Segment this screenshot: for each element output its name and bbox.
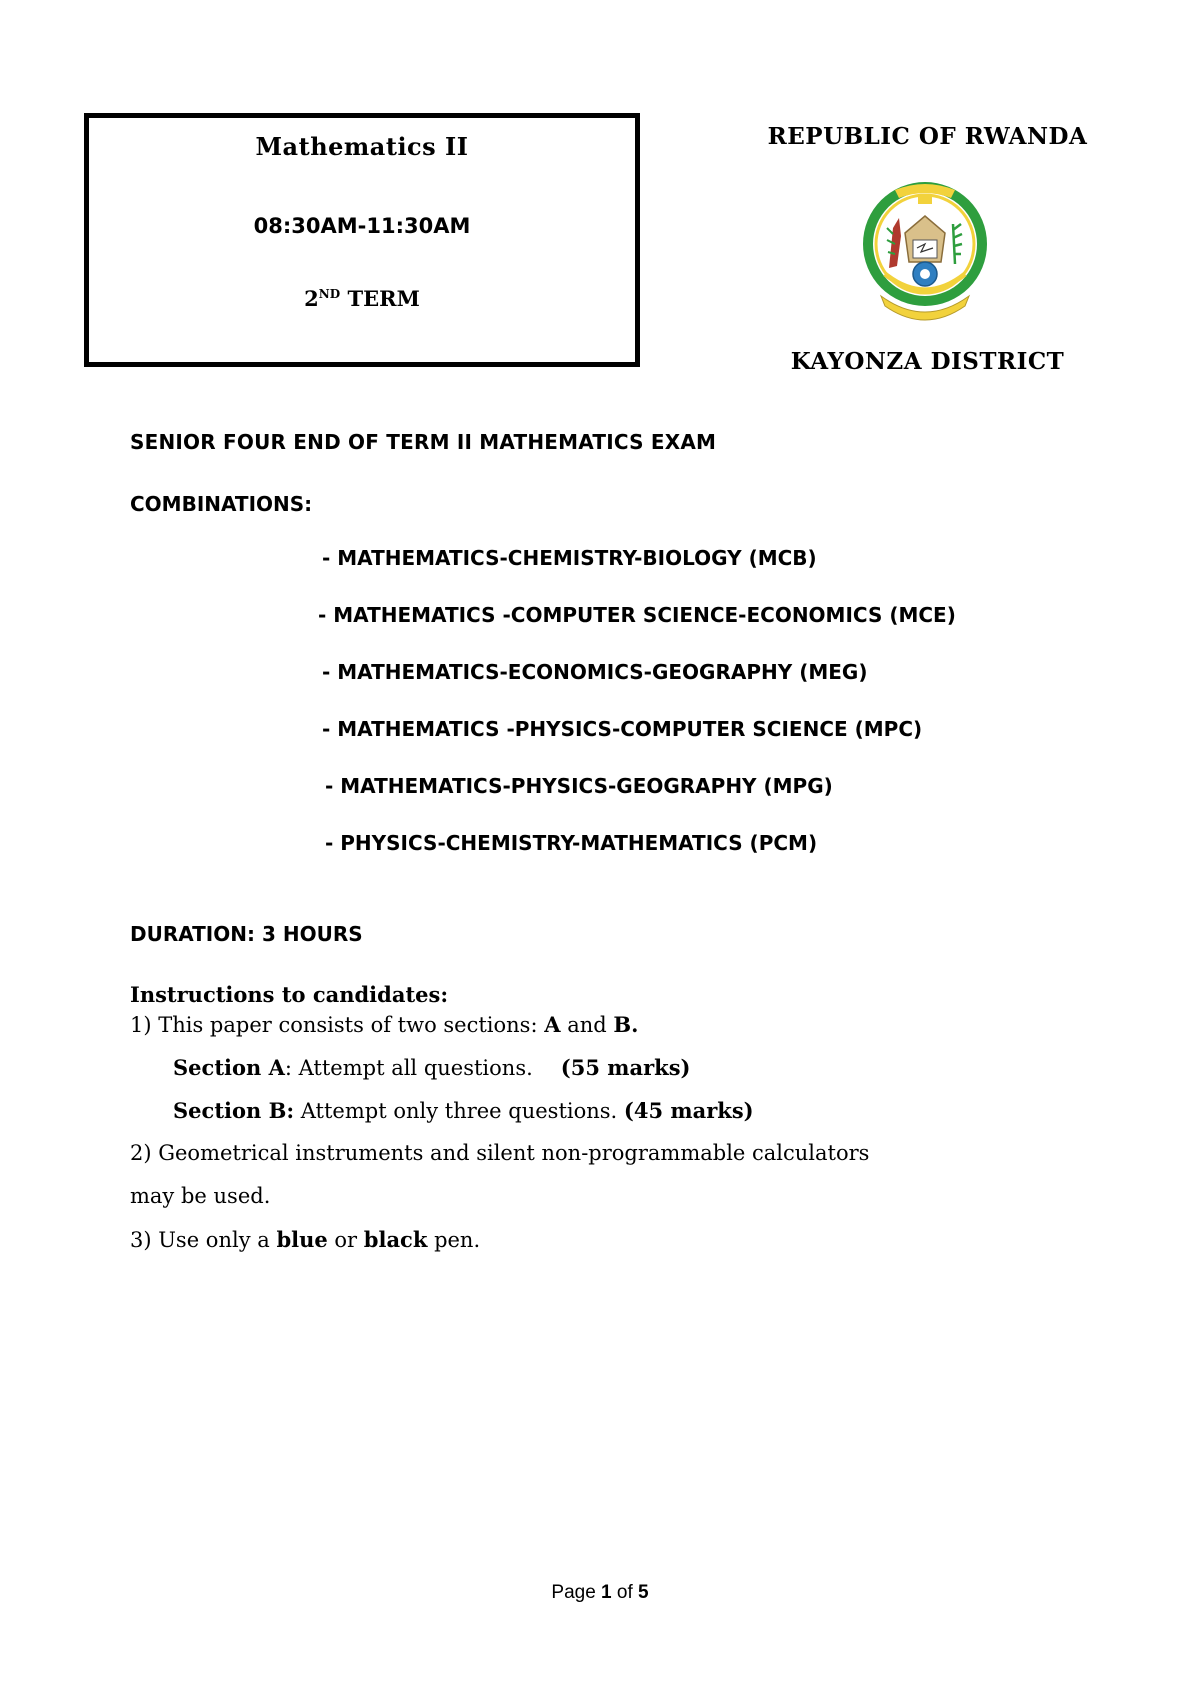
combination-item: - MATHEMATICS-CHEMISTRY-BIOLOGY (MCB) — [322, 546, 817, 570]
district-title: KAYONZA DISTRICT — [790, 348, 1065, 375]
instruction-line-3 — [130, 1227, 480, 1252]
republic-title: REPUBLIC OF RWANDA — [767, 123, 1088, 150]
page-footer — [0, 1582, 1200, 1604]
pen-blue: blue — [276, 1227, 328, 1252]
combinations-label: COMBINATIONS: — [130, 492, 313, 516]
footer-of-word: of — [611, 1582, 639, 1603]
duration: DURATION: 3 HOURS — [130, 922, 363, 946]
exam-info-box — [84, 113, 640, 367]
rwanda-coat-of-arms-icon — [855, 178, 995, 326]
footer-total-pages: 5 — [638, 1582, 649, 1603]
instruction-3-suffix: pen. — [427, 1228, 481, 1252]
instruction-3-or: or — [327, 1228, 364, 1252]
combination-item: - MATHEMATICS -COMPUTER SCIENCE-ECONOMICS (MCE) — [318, 603, 956, 627]
instruction-line-2b: may be used. — [130, 1184, 271, 1208]
term-suffix: ND — [318, 287, 341, 301]
combination-item: - MATHEMATICS -PHYSICS-COMPUTER SCIENCE (MPC) — [322, 717, 923, 741]
section-b-text: Attempt only three questions. — [294, 1099, 624, 1123]
section-a-ref: A — [544, 1012, 561, 1037]
combination-item: - PHYSICS-CHEMISTRY-MATHEMATICS (PCM) — [325, 831, 818, 855]
instruction-line-1 — [130, 1012, 638, 1037]
footer-page-word: Page — [551, 1582, 602, 1603]
exam-time: 08:30AM-11:30AM — [253, 214, 471, 238]
section-b-marks: (45 marks) — [623, 1098, 754, 1123]
instruction-1-text: 1) This paper consists of two sections: — [130, 1013, 545, 1037]
section-a-marks: (55 marks) — [560, 1055, 691, 1080]
instructions-title: Instructions to candidates: — [130, 982, 449, 1007]
section-a-instruction — [173, 1055, 690, 1080]
section-a-text: : Attempt all questions. — [284, 1056, 533, 1080]
term-number: 2 — [304, 286, 319, 311]
section-a-label: Section A — [173, 1055, 285, 1080]
instruction-line-2a: 2) Geometrical instruments and silent non-programmable calculators — [130, 1141, 870, 1165]
section-b-ref: B. — [613, 1012, 639, 1037]
section-b-instruction — [173, 1098, 754, 1123]
term-word: TERM — [347, 286, 420, 311]
exam-term — [89, 286, 635, 311]
subject-title: Mathematics II — [255, 132, 469, 161]
combination-item: - MATHEMATICS-PHYSICS-GEOGRAPHY (MPG) — [325, 774, 833, 798]
instruction-3-prefix: 3) Use only a — [130, 1228, 277, 1252]
combination-item: - MATHEMATICS-ECONOMICS-GEOGRAPHY (MEG) — [322, 660, 868, 684]
footer-page-number: 1 — [601, 1582, 612, 1603]
exam-title: SENIOR FOUR END OF TERM II MATHEMATICS EXAM — [130, 430, 717, 454]
pen-black: black — [363, 1227, 428, 1252]
section-b-label: Section B: — [173, 1098, 295, 1123]
instruction-1-and: and — [560, 1013, 614, 1037]
